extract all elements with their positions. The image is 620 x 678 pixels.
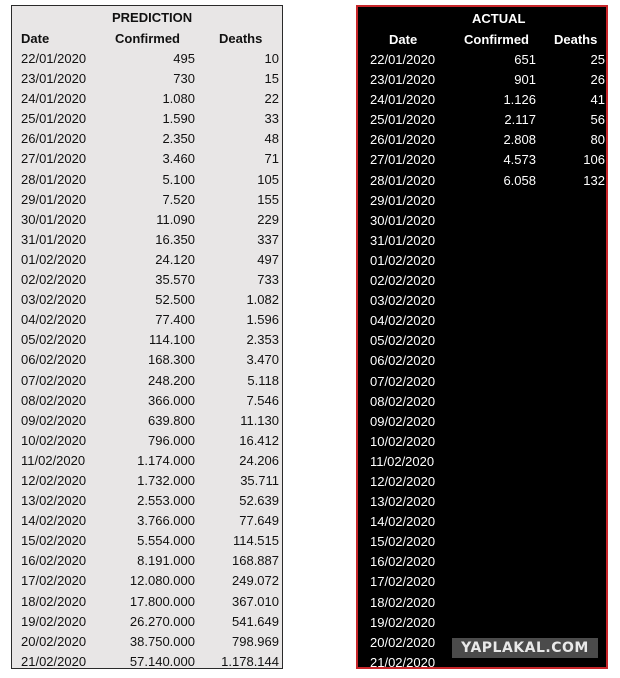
confirmed-cell: 3.766.000 — [137, 513, 195, 529]
confirmed-cell: 38.750.000 — [129, 633, 195, 649]
date-cell: 07/02/2020 — [370, 373, 436, 389]
date-cell: 24/01/2020 — [21, 91, 87, 107]
date-cell: 22/01/2020 — [370, 52, 436, 67]
date-cell: 23/01/2020 — [21, 71, 87, 87]
date-cell: 29/01/2020 — [370, 192, 436, 208]
table-row — [358, 372, 606, 392]
table-row — [358, 311, 606, 331]
date-cell: 30/01/2020 — [21, 211, 87, 227]
confirmed-cell: 16.350 — [155, 231, 195, 247]
table-row — [358, 271, 606, 291]
table-row — [12, 411, 282, 431]
date-cell: 22/01/2020 — [21, 51, 87, 66]
deaths-cell: 3.470 — [246, 352, 279, 368]
table-row — [358, 130, 606, 150]
confirmed-cell: 17.800.000 — [129, 593, 195, 609]
table-row — [12, 350, 282, 370]
table-row — [12, 270, 282, 290]
date-cell: 01/02/2020 — [370, 252, 436, 268]
table-row — [358, 351, 606, 371]
table-row — [12, 230, 282, 250]
date-cell: 20/02/2020 — [370, 634, 436, 650]
table-row — [358, 572, 606, 592]
table-row — [358, 492, 606, 512]
date-cell: 31/01/2020 — [21, 231, 87, 247]
deaths-cell: 541.649 — [232, 613, 279, 629]
confirmed-cell: 5.100 — [162, 171, 195, 187]
deaths-cell: 15 — [264, 71, 279, 87]
date-cell: 05/02/2020 — [21, 332, 87, 348]
table-row — [358, 452, 606, 472]
deaths-cell: 11.130 — [240, 412, 279, 428]
table-row — [12, 210, 282, 230]
confirmed-cell: 8.191.000 — [137, 553, 195, 569]
deaths-cell: 35.711 — [240, 472, 279, 488]
date-cell: 11/02/2020 — [21, 452, 86, 468]
table-row — [12, 431, 282, 451]
table-row — [358, 613, 606, 633]
deaths-cell: 367.010 — [232, 593, 279, 609]
table-row — [12, 310, 282, 330]
confirmed-cell: 2.808 — [503, 132, 536, 148]
deaths-cell: 105 — [257, 171, 279, 187]
table-row — [358, 291, 606, 311]
table-row — [358, 50, 606, 70]
prediction-header-deaths: Deaths — [219, 31, 263, 46]
date-cell: 27/01/2020 — [370, 152, 436, 168]
date-cell: 08/02/2020 — [370, 393, 436, 409]
date-cell: 23/01/2020 — [370, 72, 436, 88]
date-cell: 05/02/2020 — [370, 333, 436, 349]
date-cell: 09/02/2020 — [370, 413, 436, 429]
date-cell: 29/01/2020 — [21, 191, 87, 207]
deaths-cell: 56 — [590, 112, 605, 128]
date-cell: 27/01/2020 — [21, 151, 87, 167]
deaths-cell: 48 — [264, 131, 279, 147]
confirmed-cell: 366.000 — [148, 392, 195, 408]
confirmed-cell: 2.117 — [504, 112, 536, 128]
table-row — [358, 150, 606, 170]
table-row — [12, 290, 282, 310]
table-row — [12, 612, 282, 632]
deaths-cell: 33 — [264, 111, 279, 127]
deaths-cell: 106 — [583, 152, 605, 168]
confirmed-cell: 24.120 — [155, 251, 195, 267]
table-row — [12, 451, 282, 471]
date-cell: 04/02/2020 — [21, 312, 87, 328]
deaths-cell: 22 — [264, 91, 279, 107]
table-row — [12, 491, 282, 511]
confirmed-cell: 1.080 — [162, 91, 195, 107]
table-row — [12, 592, 282, 612]
table-row — [12, 89, 282, 109]
prediction-header-row — [12, 30, 282, 48]
table-row — [358, 472, 606, 492]
prediction-table — [11, 5, 283, 669]
deaths-cell: 16.412 — [239, 432, 279, 448]
date-cell: 21/02/2020 — [370, 654, 436, 670]
table-row — [358, 211, 606, 231]
confirmed-cell: 6.058 — [503, 172, 536, 188]
deaths-cell: 249.072 — [232, 573, 279, 589]
confirmed-cell: 3.460 — [162, 151, 195, 167]
date-cell: 11/02/2020 — [370, 453, 435, 469]
date-cell: 25/01/2020 — [21, 111, 87, 127]
confirmed-cell: 2.350 — [162, 131, 195, 147]
confirmed-cell: 12.080.000 — [129, 573, 195, 589]
table-row — [12, 371, 282, 391]
date-cell: 17/02/2020 — [370, 574, 436, 590]
deaths-cell: 733 — [257, 272, 279, 288]
deaths-cell: 24.206 — [239, 452, 279, 468]
table-row — [12, 129, 282, 149]
deaths-cell: 155 — [257, 191, 279, 207]
table-row — [358, 532, 606, 552]
confirmed-cell: 495 — [173, 51, 195, 66]
date-cell: 08/02/2020 — [21, 392, 87, 408]
deaths-cell: 41 — [590, 92, 605, 108]
confirmed-cell: 2.553.000 — [137, 493, 195, 509]
deaths-cell: 1.082 — [246, 292, 279, 308]
deaths-cell: 168.887 — [232, 553, 279, 569]
table-row — [358, 251, 606, 271]
table-row — [358, 512, 606, 532]
actual-header-row — [358, 31, 606, 49]
confirmed-cell: 901 — [514, 72, 536, 88]
actual-title: ACTUAL — [472, 11, 526, 26]
date-cell: 14/02/2020 — [370, 514, 436, 530]
deaths-cell: 52.639 — [239, 493, 279, 509]
date-cell: 13/02/2020 — [21, 493, 87, 509]
confirmed-cell: 1.732.000 — [137, 472, 195, 488]
watermark-logo: YAPLAKAL.COM — [452, 638, 598, 658]
prediction-header-confirmed: Confirmed — [115, 31, 180, 46]
confirmed-cell: 5.554.000 — [137, 533, 195, 549]
date-cell: 01/02/2020 — [21, 251, 87, 267]
prediction-rows — [12, 49, 282, 672]
deaths-cell: 337 — [257, 231, 279, 247]
actual-header-date: Date — [389, 32, 418, 47]
date-cell: 07/02/2020 — [21, 372, 87, 388]
table-row — [12, 69, 282, 89]
actual-header-deaths: Deaths — [554, 32, 598, 47]
confirmed-cell: 11.090 — [156, 211, 195, 227]
date-cell: 26/01/2020 — [21, 131, 87, 147]
table-row — [358, 110, 606, 130]
deaths-cell: 132 — [583, 172, 605, 188]
table-row — [358, 552, 606, 572]
confirmed-cell: 57.140.000 — [129, 653, 195, 669]
table-row — [358, 231, 606, 251]
table-row — [12, 471, 282, 491]
date-cell: 20/02/2020 — [21, 633, 87, 649]
confirmed-cell: 1.590 — [162, 111, 195, 127]
table-row — [358, 432, 606, 452]
actual-rows — [358, 50, 606, 673]
table-row — [358, 191, 606, 211]
deaths-cell: 229 — [257, 211, 279, 227]
date-cell: 02/02/2020 — [21, 272, 87, 288]
deaths-cell: 114.515 — [232, 533, 279, 549]
deaths-cell: 10 — [264, 51, 279, 66]
date-cell: 13/02/2020 — [370, 494, 436, 510]
table-row — [12, 551, 282, 571]
table-row — [358, 70, 606, 90]
deaths-cell: 2.353 — [246, 332, 279, 348]
table-row — [12, 49, 282, 69]
deaths-cell: 7.546 — [246, 392, 279, 408]
deaths-cell: 5.118 — [247, 372, 279, 388]
confirmed-cell: 77.400 — [155, 312, 195, 328]
date-cell: 10/02/2020 — [21, 432, 87, 448]
table-row — [358, 412, 606, 432]
date-cell: 10/02/2020 — [370, 433, 436, 449]
table-row — [12, 250, 282, 270]
date-cell: 12/02/2020 — [21, 472, 87, 488]
confirmed-cell: 1.174.000 — [137, 452, 195, 468]
date-cell: 06/02/2020 — [21, 352, 87, 368]
date-cell: 15/02/2020 — [370, 534, 436, 550]
date-cell: 02/02/2020 — [370, 273, 436, 289]
deaths-cell: 798.969 — [232, 633, 279, 649]
table-row — [358, 171, 606, 191]
deaths-cell: 497 — [257, 251, 279, 267]
table-row — [12, 149, 282, 169]
date-cell: 09/02/2020 — [21, 412, 87, 428]
date-cell: 18/02/2020 — [21, 593, 87, 609]
confirmed-cell: 1.126 — [503, 92, 536, 108]
date-cell: 15/02/2020 — [21, 533, 87, 549]
table-row — [12, 652, 282, 672]
deaths-cell: 26 — [590, 72, 605, 88]
date-cell: 30/01/2020 — [370, 212, 436, 228]
table-row — [12, 632, 282, 652]
date-cell: 24/01/2020 — [370, 92, 436, 108]
table-row — [12, 391, 282, 411]
date-cell: 19/02/2020 — [21, 613, 87, 629]
prediction-header-date: Date — [21, 31, 50, 46]
table-row — [12, 330, 282, 350]
date-cell: 21/02/2020 — [21, 653, 87, 669]
deaths-cell: 77.649 — [239, 513, 279, 529]
confirmed-cell: 35.570 — [155, 272, 195, 288]
confirmed-cell: 796.000 — [148, 432, 195, 448]
table-row — [358, 331, 606, 351]
date-cell: 18/02/2020 — [370, 594, 436, 610]
date-cell: 28/01/2020 — [21, 171, 87, 187]
confirmed-cell: 114.100 — [148, 332, 195, 348]
actual-header-confirmed: Confirmed — [464, 32, 529, 47]
deaths-cell: 80 — [590, 132, 605, 148]
date-cell: 12/02/2020 — [370, 473, 436, 489]
confirmed-cell: 639.800 — [148, 412, 195, 428]
deaths-cell: 25 — [590, 52, 605, 67]
date-cell: 06/02/2020 — [370, 353, 436, 369]
confirmed-cell: 52.500 — [155, 292, 195, 308]
confirmed-cell: 730 — [173, 71, 195, 87]
date-cell: 31/01/2020 — [370, 232, 436, 248]
confirmed-cell: 651 — [514, 52, 536, 67]
table-row — [12, 170, 282, 190]
confirmed-cell: 248.200 — [148, 372, 195, 388]
deaths-cell: 1.178.144 — [221, 653, 279, 669]
date-cell: 17/02/2020 — [21, 573, 87, 589]
confirmed-cell: 7.520 — [162, 191, 195, 207]
confirmed-cell: 168.300 — [148, 352, 195, 368]
table-row — [358, 593, 606, 613]
date-cell: 26/01/2020 — [370, 132, 436, 148]
table-row — [12, 531, 282, 551]
table-row — [12, 109, 282, 129]
deaths-cell: 71 — [264, 151, 279, 167]
prediction-title: PREDICTION — [112, 10, 193, 25]
confirmed-cell: 26.270.000 — [129, 613, 195, 629]
actual-table — [356, 5, 608, 669]
confirmed-cell: 4.573 — [503, 152, 536, 168]
date-cell: 16/02/2020 — [21, 553, 87, 569]
date-cell: 28/01/2020 — [370, 172, 436, 188]
table-row — [358, 90, 606, 110]
date-cell: 25/01/2020 — [370, 112, 436, 128]
date-cell: 16/02/2020 — [370, 554, 436, 570]
table-row — [12, 511, 282, 531]
date-cell: 04/02/2020 — [370, 313, 436, 329]
date-cell: 19/02/2020 — [370, 614, 436, 630]
date-cell: 14/02/2020 — [21, 513, 87, 529]
table-row — [12, 190, 282, 210]
deaths-cell: 1.596 — [246, 312, 279, 328]
table-row — [358, 392, 606, 412]
date-cell: 03/02/2020 — [370, 293, 436, 309]
table-row — [12, 571, 282, 591]
date-cell: 03/02/2020 — [21, 292, 87, 308]
